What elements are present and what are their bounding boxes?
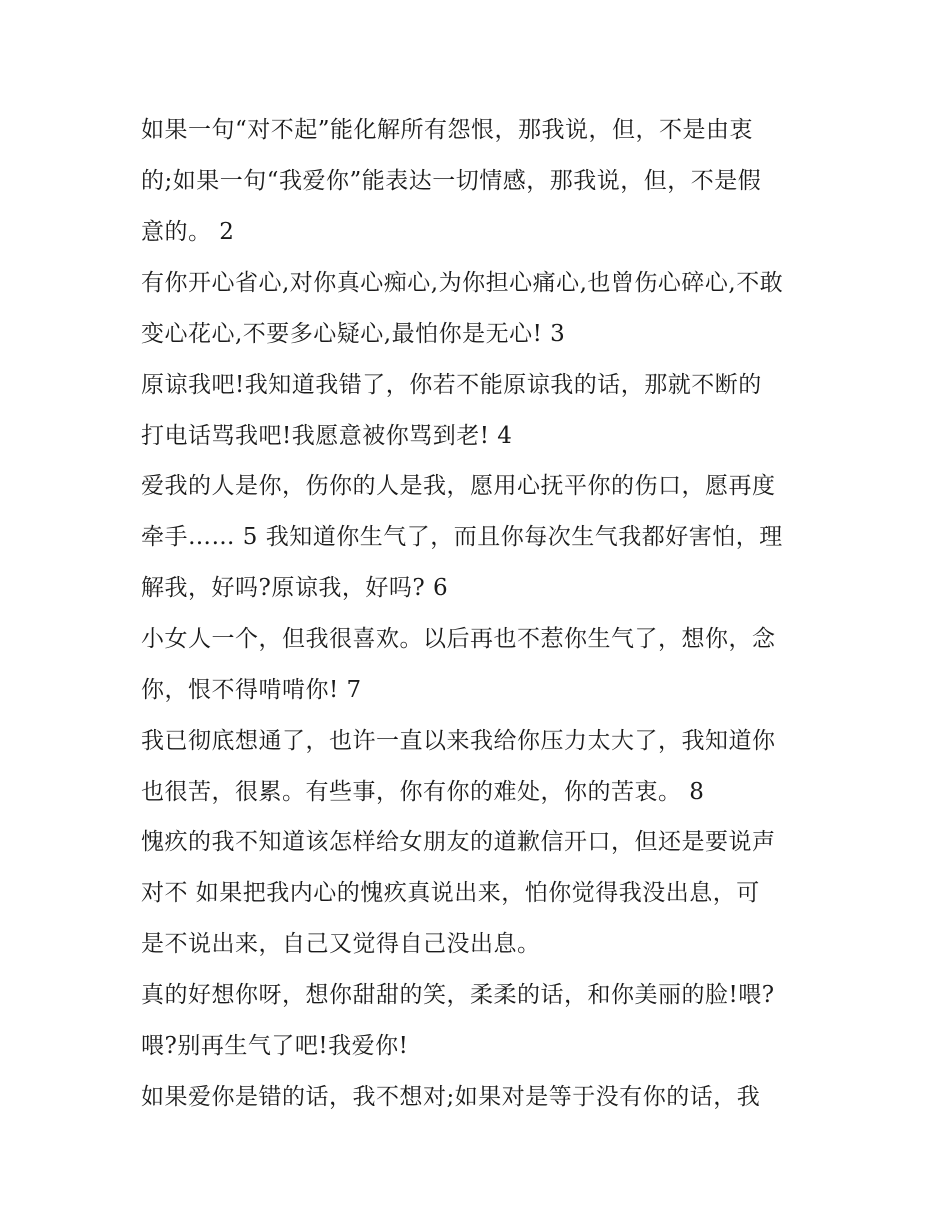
text-line: 是不说出来，自己又觉得自己没出息。 — [141, 931, 541, 957]
text-line: 小女人一个，但我很喜欢。以后再也不惹你生气了，想你，念 — [141, 626, 776, 652]
text-line: 原谅我吧!我知道我错了，你若不能原谅我的话，那就不断的 — [141, 372, 762, 398]
text-line: 对不 如果把我内心的愧疚真说出来，怕你觉得我没出息，可 — [141, 880, 760, 906]
text-line: 意的。 2 — [141, 219, 235, 245]
text-line: 的;如果一句“我爱你”能表达一切情感，那我说，但，不是假 — [141, 168, 762, 194]
text-line: 变心花心,不要多心疑心,最怕你是无心! 3 — [141, 321, 566, 347]
text-line: 真的好想你呀，想你甜甜的笑，柔柔的话，和你美丽的脸!喂? — [141, 982, 775, 1008]
text-line: 解我，好吗?原谅我，好吗? 6 — [141, 575, 449, 601]
text-line: 牵手…… 5 我知道你生气了，而且你每次生气我都好害怕，理 — [141, 524, 783, 550]
text-line: 打电话骂我吧!我愿意被你骂到老! 4 — [141, 423, 513, 449]
text-line: 你，恨不得啃啃你! 7 — [141, 677, 362, 703]
text-line: 如果一句“对不起”能化解所有怨恨，那我说，但，不是由衷 — [141, 117, 754, 143]
text-line: 我已彻底想通了，也许一直以来我给你压力太大了，我知道你 — [141, 728, 776, 754]
text-line: 也很苦，很累。有些事，你有你的难处，你的苦衷。 8 — [141, 779, 705, 805]
text-line: 如果爱你是错的话，我不想对;如果对是等于没有你的话，我 — [141, 1084, 761, 1110]
text-line: 有你开心省心,对你真心痴心,为你担心痛心,也曾伤心碎心,不敢 — [141, 270, 784, 296]
text-line: 愧疚的我不知道该怎样给女朋友的道歉信开口，但还是要说声 — [141, 829, 776, 855]
text-line: 喂?别再生气了吧!我爱你! — [141, 1033, 409, 1059]
text-line: 爱我的人是你，伤你的人是我，愿用心抚平你的伤口，愿再度 — [141, 473, 776, 499]
